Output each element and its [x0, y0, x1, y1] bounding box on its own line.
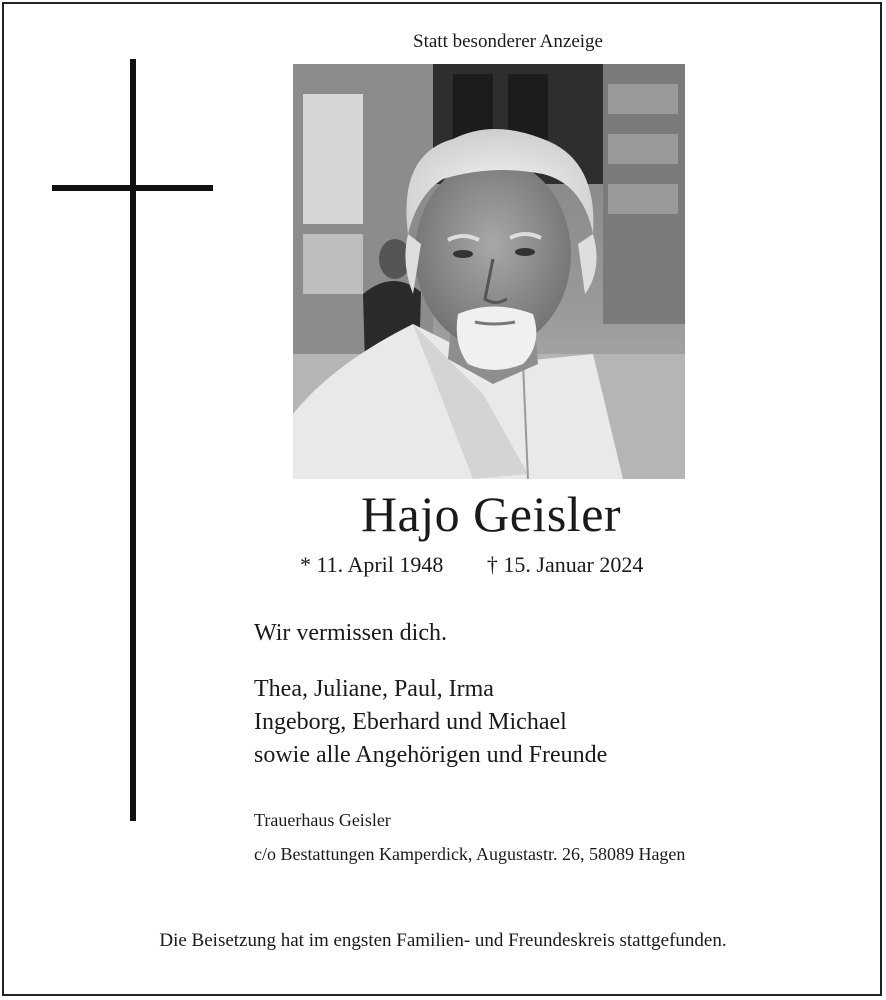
miss-text: Wir vermissen dich. [254, 620, 447, 646]
deceased-name: Hajo Geisler [360, 486, 622, 542]
death-date: † 15. Januar 2024 [486, 552, 644, 577]
life-dates [300, 552, 643, 578]
family-line: sowie alle Angehörigen und Freunde [254, 742, 608, 768]
address-line: c/o Bestattungen Kamperdick, Augustastr. 26, 58089 Hagen [254, 844, 686, 864]
cross-icon-horizontal [52, 185, 213, 191]
family-names [254, 673, 607, 772]
notice-header: Statt besonderer Anzeige [413, 31, 603, 52]
family-line: Ingeborg, Eberhard und Michael [254, 709, 567, 735]
cross-icon-vertical [130, 59, 136, 821]
birth-date: * 11. April 1948 [300, 552, 444, 577]
family-line: Thea, Juliane, Paul, Irma [254, 676, 494, 702]
mourning-house: Trauerhaus Geisler [254, 810, 391, 830]
burial-note: Die Beisetzung hat im engsten Familien- und Freundeskreis stattgefunden. [159, 930, 727, 951]
portrait-photo [293, 64, 685, 479]
